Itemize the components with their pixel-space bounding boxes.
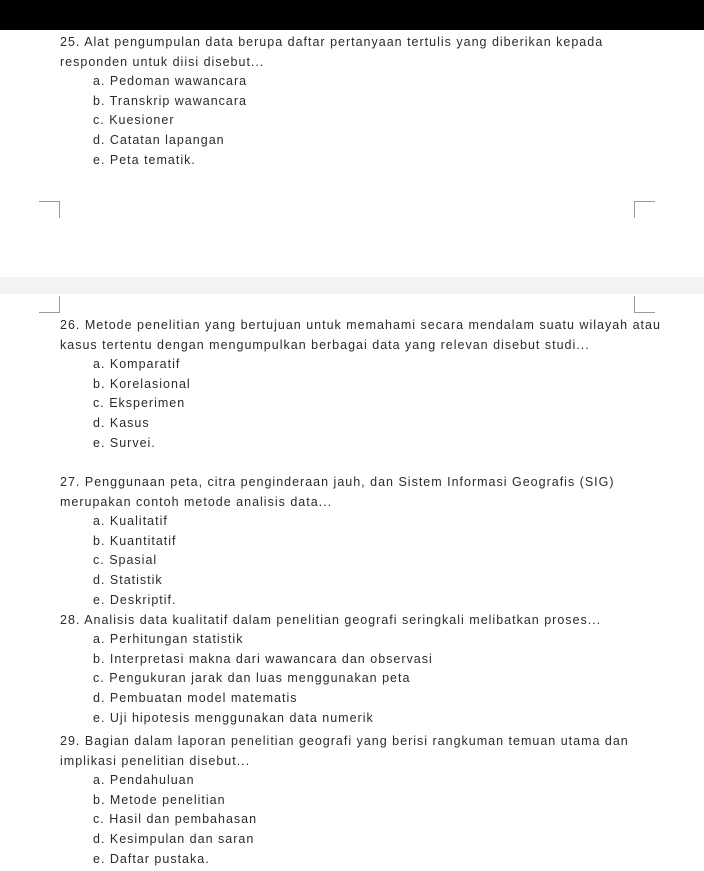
option-b[interactable]: b. Metode penelitian <box>93 792 226 807</box>
option-c[interactable]: c. Hasil dan pembahasan <box>93 812 258 827</box>
question-text <box>0 472 704 512</box>
option-c[interactable]: c. Eksperimen <box>93 396 186 411</box>
question-29 <box>0 731 704 870</box>
question-number: 27. <box>60 475 81 489</box>
option-b[interactable]: b. Transkrip wawancara <box>93 93 248 108</box>
page-corner-mark <box>39 201 60 218</box>
question-27 <box>0 472 704 611</box>
question-28 <box>0 610 704 729</box>
option-d[interactable]: d. Kesimpulan dan saran <box>93 832 255 847</box>
option-e[interactable]: e. Daftar pustaka. <box>93 851 210 866</box>
option-e[interactable]: e. Survei. <box>93 435 156 450</box>
option-e[interactable]: e. Uji hipotesis menggunakan data numerik <box>93 710 374 725</box>
option-e[interactable]: e. Deskriptif. <box>93 592 177 607</box>
option-b[interactable]: b. Interpretasi makna dari wawancara dan observasi <box>93 651 433 666</box>
option-d[interactable]: d. Statistik <box>93 573 163 588</box>
option-c[interactable]: c. Spasial <box>93 553 158 568</box>
option-c[interactable]: c. Kuesioner <box>93 113 175 128</box>
option-d[interactable]: d. Pembuatan model matematis <box>93 691 298 706</box>
question-body: Metode penelitian yang bertujuan untuk memahami secara mendalam suatu wilayah atau kasus tertentu dengan mengumpulkan berbagai data yang relevan disebut studi... <box>60 318 661 352</box>
question-number: 28. <box>60 613 81 627</box>
page-corner-mark <box>39 296 60 313</box>
question-26 <box>0 315 704 454</box>
question-body: Alat pengumpulan data berupa daftar pertanyaan tertulis yang diberikan kepada responden untuk diisi disebut... <box>60 35 604 69</box>
option-c[interactable]: c. Pengukuran jarak dan luas menggunakan peta <box>93 671 411 686</box>
option-a[interactable]: a. Perhitungan statistik <box>93 632 244 646</box>
option-b[interactable]: b. Kuantitatif <box>93 533 177 548</box>
question-25 <box>0 32 704 171</box>
option-b[interactable]: b. Korelasional <box>93 376 191 391</box>
page-gap <box>0 277 704 294</box>
option-a[interactable]: a. Komparatif <box>93 357 181 371</box>
top-bar <box>0 0 704 30</box>
option-a[interactable]: a. Pendahuluan <box>93 773 195 787</box>
question-text <box>0 610 704 630</box>
option-d[interactable]: d. Catatan lapangan <box>93 133 225 148</box>
question-text <box>0 731 704 771</box>
page-corner-mark <box>634 201 655 218</box>
option-a[interactable]: a. Kualitatif <box>93 514 168 528</box>
option-d[interactable]: d. Kasus <box>93 416 150 431</box>
question-number: 25. <box>60 35 81 49</box>
question-text <box>0 315 704 355</box>
question-body: Bagian dalam laporan penelitian geografi yang berisi rangkuman temuan utama dan implikasi penelitian disebut... <box>60 734 629 768</box>
question-body: Analisis data kualitatif dalam penelitian geografi seringkali melibatkan proses... <box>84 613 602 627</box>
question-body: Penggunaan peta, citra penginderaan jauh, dan Sistem Informasi Geografis (SIG) merupakan contoh metode analisis data... <box>60 475 615 509</box>
page-corner-mark <box>634 296 655 313</box>
option-e[interactable]: e. Peta tematik. <box>93 152 196 167</box>
option-a[interactable]: a. Pedoman wawancara <box>93 74 248 88</box>
question-text <box>0 32 704 72</box>
question-number: 29. <box>60 734 81 748</box>
question-number: 26. <box>60 318 81 332</box>
